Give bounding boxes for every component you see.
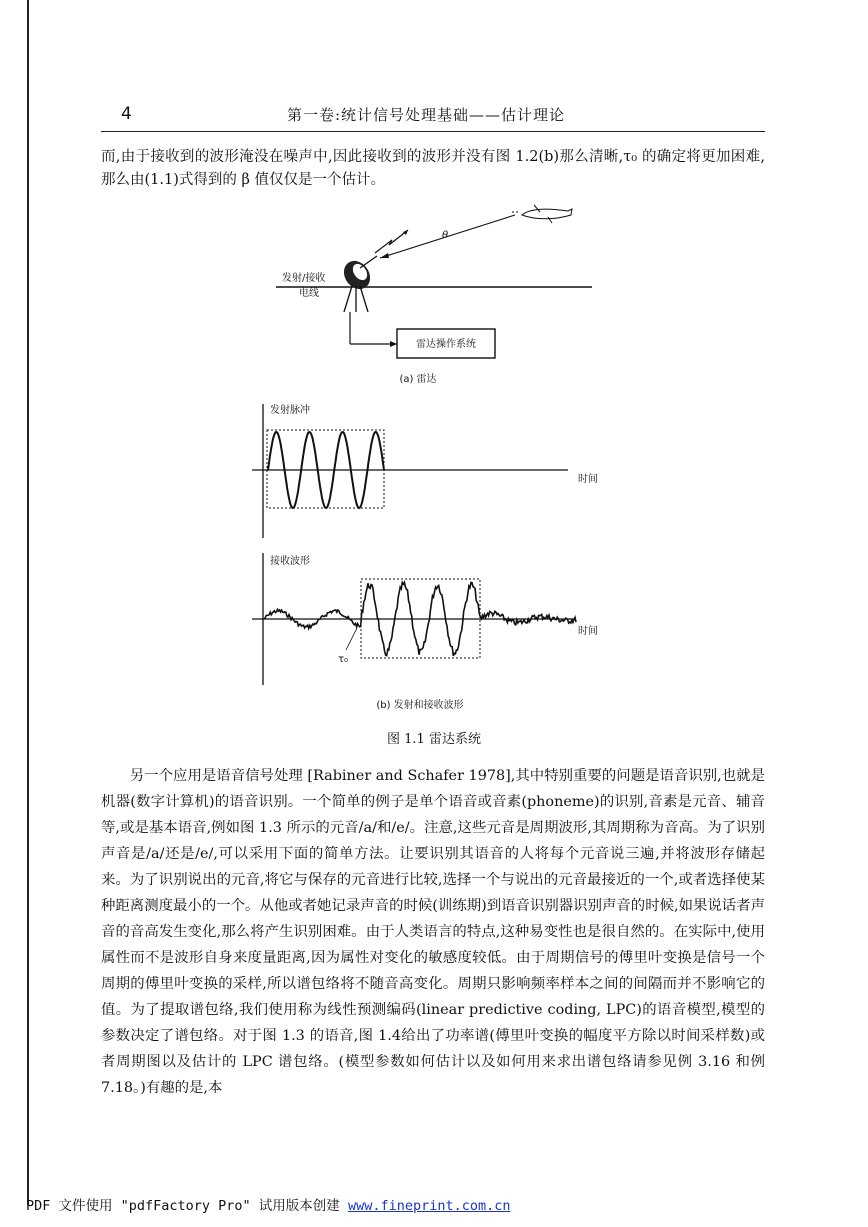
radar-scene bbox=[276, 205, 592, 385]
antenna-icon bbox=[339, 256, 377, 312]
transmit-plot bbox=[252, 403, 598, 538]
running-head: 第一卷:统计信号处理基础——估计理论 bbox=[287, 106, 566, 124]
tau-label: τ₀ bbox=[338, 654, 349, 665]
antenna-label-line1: 发射/接收 bbox=[282, 273, 326, 284]
subcaption-a: (a) 雷达 bbox=[399, 374, 437, 385]
tau-pointer bbox=[346, 628, 357, 650]
receive-label: 接收波形 bbox=[270, 556, 310, 567]
body-paragraph bbox=[101, 763, 765, 1101]
intro-paragraph-text: 而,由于接收到的波形淹没在噪声中,因此接收到的波形并没有图 1.2(b)那么清晰,τ₀ 的确定将更加困难,那么由(1.1)式得到的 β 值仅仅是一个估计。 bbox=[101, 149, 765, 188]
transmit-label: 发射脉冲 bbox=[270, 405, 310, 416]
body-paragraph-text: 另一个应用是语音信号处理 [Rabiner and Schafer 1978],其中特别重要的问题是语音识别,也就是机器(数字计算机)的语音识别。一个简单的例子是单个语音或音素(phoneme)的识别,音素是元音、辅音等,或是基本语音,例如图 1.3 所示的元音/a/和/e/。注意,这些元音是周期波形,其周期称为音高。为了识别声音是/a/还是/e/,可以采用下面的简单方法。让要识别其语音的人将每个元音说三遍,并将波形存储起来。为了识别说出的元音,将它与保存的元音进行比较,选择一个与说出的元音最接近的一个,或者选择使某种距离测度最小的一个。从他或者她记录声音的时候(训练期)到语音识别器识别声音的时候,如果说话者声音的音高发生变化,那么将产生识别困难。由于人类语言的特点,这种易变性也是很自然的。在实际中,使用属性而不是波形自身来度量距离,因为属性对变化的敏感度较低。由于周期信号的傅里叶变换是信号一个周期的傅里叶变换的采样,所以谱包络将不随音高变化。周期只影响频率样本之间的间隔而并不影响它的值。为了提取谱包络,我们使用称为线性预测编码(linear predictive coding, LPC)的语音模型,模型的参数决定了谱包络。对于图 1.3 的语音,图 1.4给出了功率谱(傅里叶变换的幅度平方除以时间采样数)或者周期图以及估计的 LPC 谱包络。(模型参数如何估计以及如何用来求出谱包络请参见例 3.16 和例 7.18。)有趣的是,本 bbox=[101, 768, 765, 1096]
transmit-bolt-icon bbox=[375, 230, 408, 253]
subcaption-b: (b) 发射和接收波形 bbox=[376, 700, 464, 711]
footer-text: PDF 文件使用 "pdfFactory Pro" 试用版本创建 bbox=[26, 1198, 348, 1214]
pdf-footer bbox=[26, 1194, 511, 1214]
time-label-1: 时间 bbox=[578, 474, 598, 485]
antenna-label-line2: 电线 bbox=[299, 288, 319, 299]
figure-caption: 图 1.1 雷达系统 bbox=[387, 732, 481, 747]
airplane-icon bbox=[512, 205, 572, 223]
theta-label: θ bbox=[442, 230, 449, 241]
footer-link[interactable]: www.fineprint.com.cn bbox=[347, 1198, 511, 1214]
time-label-2: 时间 bbox=[578, 626, 598, 637]
page-number: 4 bbox=[121, 104, 132, 124]
radar-system-label: 雷达操作系统 bbox=[416, 339, 476, 350]
receive-plot bbox=[252, 553, 598, 711]
